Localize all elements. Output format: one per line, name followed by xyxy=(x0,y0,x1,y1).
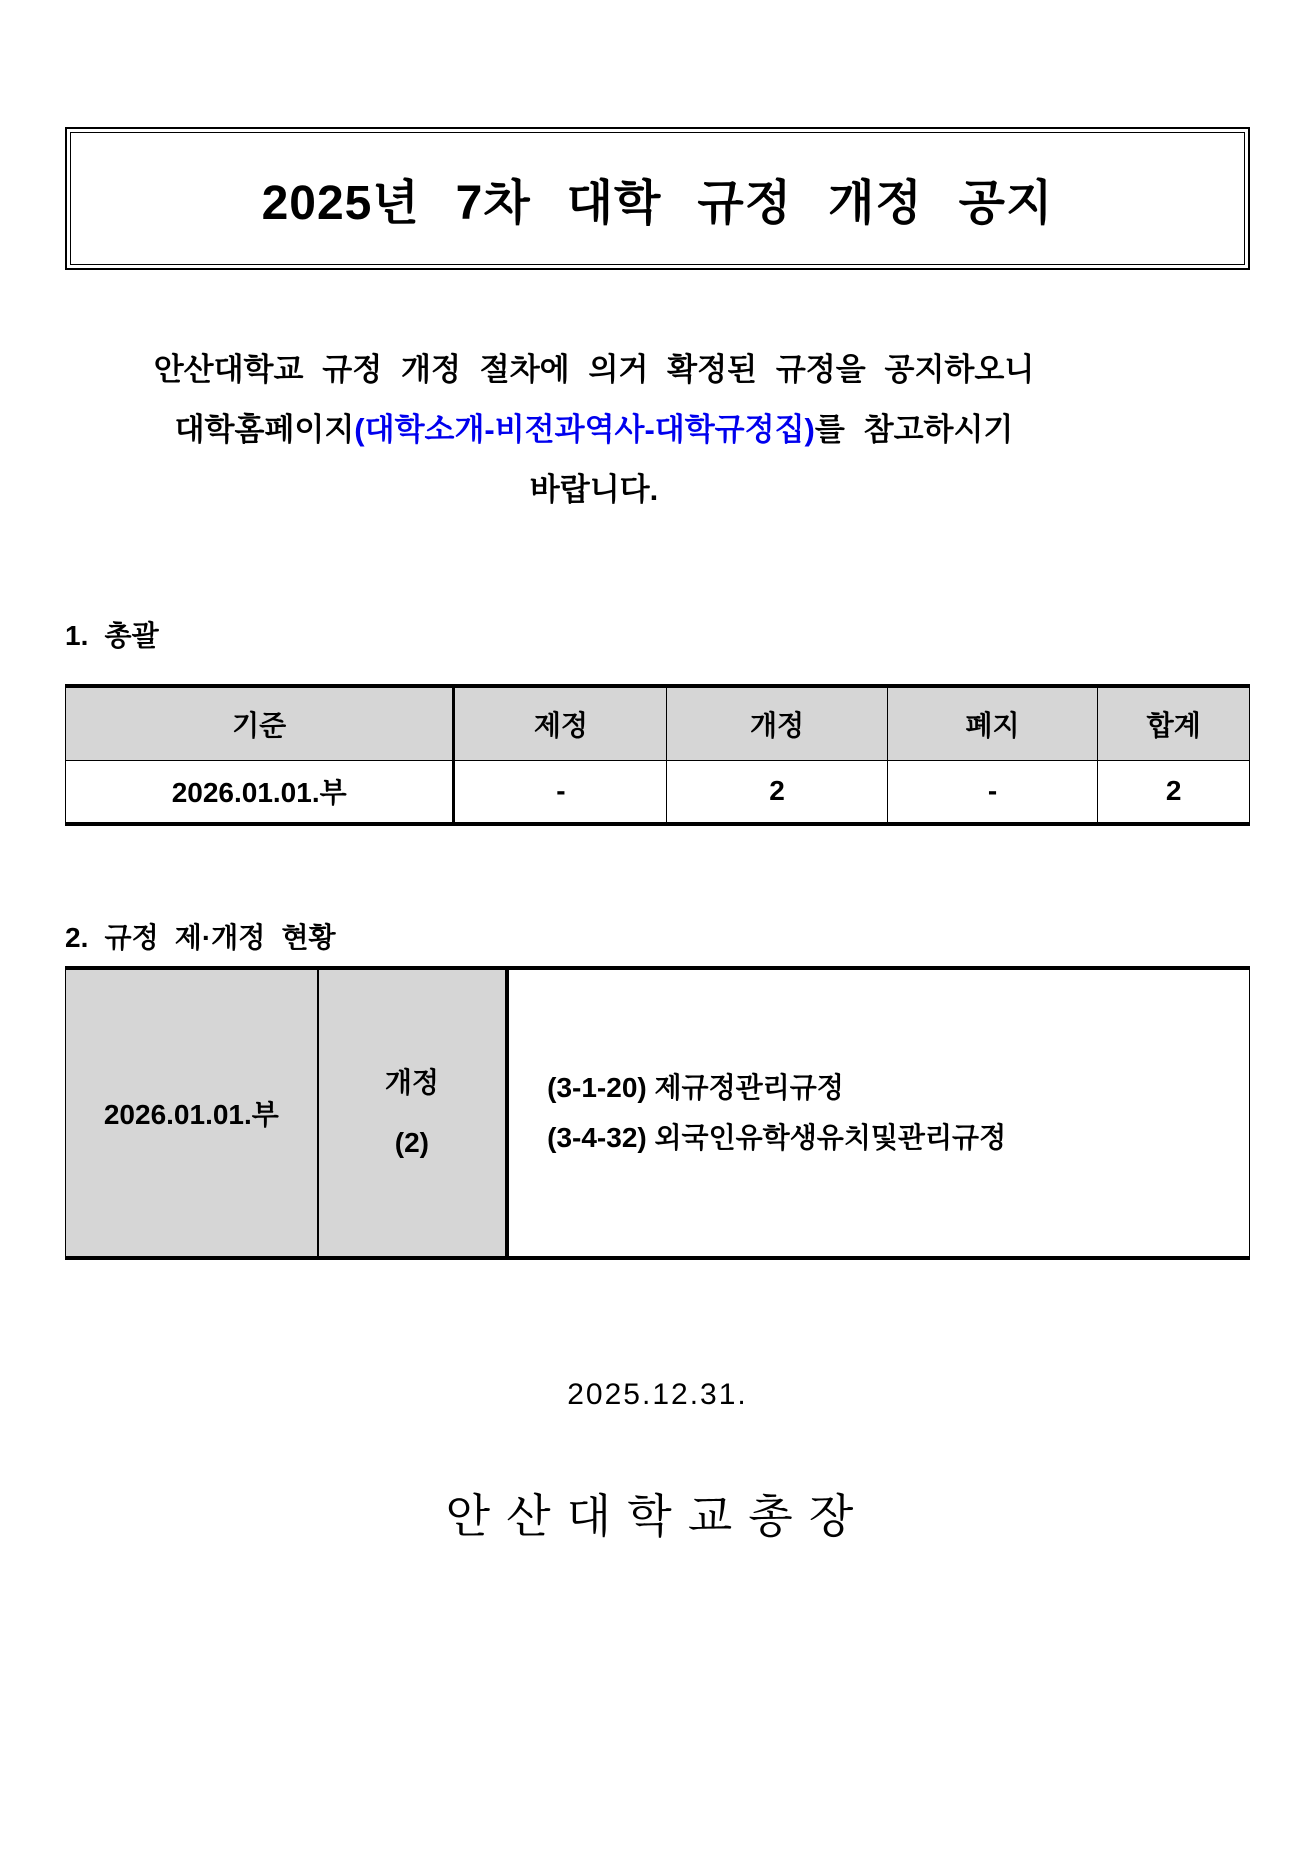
revision-type-label: 개정 xyxy=(384,1067,439,1098)
header-revised: 개정 xyxy=(667,686,887,760)
summary-table-header-row xyxy=(66,686,1250,760)
cell-enacted-count: - xyxy=(454,760,667,824)
summary-table xyxy=(65,684,1250,826)
cell-basis-date: 2026.01.01.부 xyxy=(66,760,454,824)
regulation-site-path-link: (대학소개-비전과역사-대학규정집) xyxy=(354,412,815,447)
issue-date: 2025.12.31. xyxy=(567,1378,748,1411)
intro-paragraph xyxy=(115,340,1073,520)
intro-line-2 xyxy=(115,400,1073,460)
revision-item: (3-4-32) 외국인유학생유치및관리규정 xyxy=(547,1122,1007,1153)
intro-line2-suffix: 를 참고하시기 xyxy=(814,412,1014,447)
intro-line2-prefix: 대학홈페이지 xyxy=(174,412,355,447)
revision-table-row xyxy=(66,968,1250,1258)
revision-date-cell: 2026.01.01.부 xyxy=(66,968,318,1258)
title-box-inner xyxy=(70,132,1245,265)
header-basis: 기준 xyxy=(66,686,454,760)
page-title: 2025년 7차 대학 규정 개정 공지 xyxy=(261,177,1054,230)
section-heading-revision-status: 2. 규정 제·개정 현황 xyxy=(65,922,336,953)
revision-item: (3-1-20) 제규정관리규정 xyxy=(547,1072,844,1103)
revision-table xyxy=(65,966,1250,1260)
president-signature: 안산대학교총장 xyxy=(445,1490,870,1542)
header-total: 합계 xyxy=(1098,686,1250,760)
intro-line-3: 바랍니다. xyxy=(529,472,659,507)
header-enacted: 제정 xyxy=(454,686,667,760)
header-abolished: 폐지 xyxy=(887,686,1098,760)
document-page xyxy=(0,127,1315,1860)
summary-table-data-row xyxy=(66,760,1250,824)
section-heading-overview: 1. 총괄 xyxy=(65,620,159,651)
revision-items-cell xyxy=(507,968,1249,1258)
revision-type-count: (2) xyxy=(394,1127,430,1158)
cell-abolished-count: - xyxy=(887,760,1098,824)
revision-type-cell xyxy=(318,968,507,1258)
title-box xyxy=(65,127,1250,270)
cell-total-count: 2 xyxy=(1098,760,1250,824)
intro-line-1: 안산대학교 규정 개정 절차에 의거 확정된 규정을 공지하오니 xyxy=(153,352,1035,387)
cell-revised-count: 2 xyxy=(667,760,887,824)
